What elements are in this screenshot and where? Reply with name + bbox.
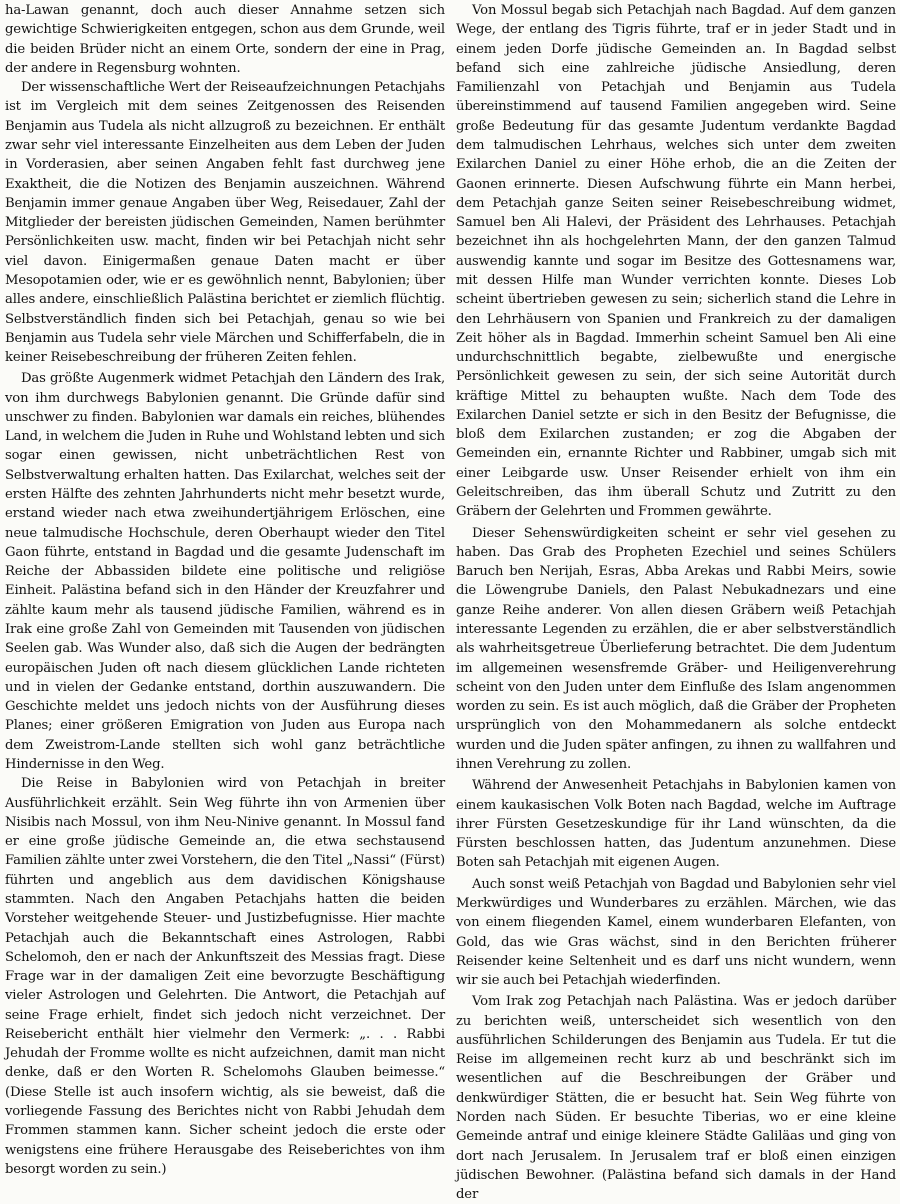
paragraph: Die Reise in Babylonien wird von Petachjah in breiter Ausführlichkeit erzählt. Sein Weg führte ihn von Armenien über Nisibis nach Mossul, von ihm Neu-Ninive genannt. In Mossul fand er eine große jüdische Gemeinde an, die etwa sechstausend Familien zählte unter zwei Vorstehern, die den Titel „Nassi“ (Fürst) führten und angeblich aus dem davidischen Königshause stammten. Nach den Angaben Petachjahs hatten die beiden Vorsteher weitgehende Steuer- und Justizbefugnisse. Hier machte Petachjah auch die Bekanntschaft eines Astrologen, Rabbi Schelomoh, den er nach der Ankunftszeit des Messias fragt. Diese Frage war in der damaligen Zeit eine bevorzugte Beschäftigung vieler Astrologen und Gelehrten. Die Antwort, die Petachjah auf seine Frage erhielt, findet sich jedoch nicht verzeichnet. Der Reisebericht enthält hier vielmehr den Vermerk: „. . . Rabbi Jehudah der Fromme wollte es nicht aufzeichnen, damit man nicht denke, daß er den Worten R. Schelomohs Glauben beimesse.“ (Diese Stelle ist auch insofern wichtig, als sie beweist, daß die vorliegende Fassung des Berichtes nicht von Rabbi Jehudah dem Frommen stammen kann. Sicher scheint jedoch die erste oder wenigstens eine frühere Herausgabe des Reiseberichtes von ihm besorgt worden zu sein.) xyxy=(5,776,445,1177)
paragraph: Von Mossul begab sich Petachjah nach Bagdad. Auf dem ganzen Wege, der entlang des Tigris führte, traf er in jeder Stadt und in einem jeden Dorfe jüdische Gemeinden an. In Bagdad selbst befand sich eine zahlreiche jüdische Ansiedlung, deren Familienzahl von Petachjah und Benjamin aus Tudela übereinstimmend auf tausend Familien angegeben wird. Seine große Bedeutung für das gesamte Judentum verdankte Bagdad dem talmudischen Lehrhaus, welches sich unter dem zweiten Exilarchen Daniel zu einer Höhe erhob, die an die Zeiten der Gaonen erinnerte. Diesen Aufschwung führte ein Mann herbei, dem Petachjah ganze Seiten seiner Reisebeschreibung widmet, Samuel ben Ali Halevi, der Präsident des Lehrhauses. Petachjah bezeichnet ihn als hochgelehrten Mann, der den ganzen Talmud auswendig kannte und sogar im Besitze des Gottesnamens war, mit dessen Hilfe man Wunder verrichten konnte. Dieses Lob scheint übertrieben gewesen zu sein; sicherlich stand die Lehre in den Lehrhäusern von Spanien und Frankreich zu der damaligen Zeit höher als in Bagdad. Immerhin scheint Samuel ben Ali eine undurchschnittlich begabte, zielbewußte und energische Persönlichkeit gewesen zu sein, der sich seine Autorität durch kräftige Mittel zu behaupten wußte. Nach dem Tode des Exilarchen Daniel setzte er sich in den Besitz der Befugnisse, die bloß dem Exilarchen zustanden; er zog die Abgaben der Gemeinden ein, ernannte Richter und Rabbiner, umgab sich mit einer Leibgarde usw. Unser Reisender erhielt von ihm ein Geleitschreiben, das ihm überall Schutz und Zutritt zu den Gräbern der Gelehrten und Frommen gewährte. xyxy=(456,3,896,520)
left-column xyxy=(5,1,445,1177)
right-column xyxy=(456,1,896,1203)
paragraph: Dieser Sehenswürdigkeiten scheint er sehr viel gesehen zu haben. Das Grab des Propheten Ezechiel und seines Schülers Baruch ben Nerijah, Esras, Abba Arekas und Rabbi Meirs, sowie die Löwengrube Daniels, den Palast Nebukadnezars und eine ganze Reihe anderer. Von allen diesen Gräbern weiß Petachjah interessante Legenden zu erzählen, die er aber selbstverständlich als wahrheitsgetreue Überlieferung betrachtet. Die dem Judentum im allgemeinen wesensfremde Gräber- und Heiligenverehrung scheint von den Juden unter dem Einfluße des Islam angenommen worden zu sein. Es ist auch möglich, daß die Gräber der Propheten ursprünglich von den Mohammedanern als solche entdeckt wurden und die Juden später anfingen, zu ihnen zu wallfahren und ihnen Verehrung zu zollen. xyxy=(456,525,896,772)
paragraph: ha-Lawan genannt, doch auch dieser Annahme setzen sich gewichtige Schwierigkeiten entgegen, schon aus dem Grunde, weil die beiden Brüder nicht an einem Orte, sondern der eine in Prag, der andere in Regensburg wohnten. xyxy=(5,3,445,76)
paragraph: Auch sonst weiß Petachjah von Bagdad und Babylonien sehr viel Merkwürdiges und Wunderbares zu erzählen. Märchen, wie das von einem fliegenden Kamel, einem wunderbaren Elefanten, von Gold, das wie Gras wächst, sind in den Berichten früherer Reisender keine Seltenheit und es darf uns nicht wundern, wenn wir sie auch bei Petachjah wiederfinden. xyxy=(456,876,896,989)
paragraph: Der wissenschaftliche Wert der Reiseaufzeichnungen Petachjahs ist im Vergleich mit dem seines Zeitgenossen des Reisenden Benjamin aus Tudela als nicht allzugroß zu bezeichnen. Er enthält zwar sehr viel interessante Einzelheiten aus dem Leben der Juden in Vorderasien, aber seinen Angaben fehlt fast durchweg jene Exaktheit, die die Notizen des Benjamin auszeichnen. Während Benjamin immer genaue Angaben über Weg, Reisedauer, Zahl der Mitglieder der bereisten jüdischen Gemeinden, Namen berühmter Persönlichkeiten usw. macht, finden wir bei Petachjah nicht sehr viel davon. Einigermaßen genaue Daten macht er über Mesopotamien oder, wie er es gewöhnlich nennt, Babylonien; über alles andere, einschließlich Palästina berichtet er ziemlich flüchtig. Selbstverständlich finden sich bei Petachjah, genau so wie bei Benjamin aus Tudela sehr viele Märchen und Schifferfabeln, die in keiner Reisebeschreibung der früheren Zeiten fehlen. xyxy=(5,80,445,366)
paragraph: Vom Irak zog Petachjah nach Palästina. Was er jedoch darüber zu berichten weiß, unterscheidet sich wesentlich von den ausführlichen Schilderungen des Benjamin aus Tudela. Er tut die Reise im allgemeinen recht kurz ab und beschränkt sich im wesentlichen auf die Beschreibungen der Gräber und denkwürdiger Stätten, die er besucht hat. Sein Weg führte von Norden nach Süden. Er besuchte Tiberias, wo er eine kleine Gemeinde antraf und einige kleinere Städte Galiläas und ging von dort nach Jerusalem. In Jerusalem traf er bloß einen einzigen jüdischen Bewohner. (Palästina befand sich damals in der Hand der xyxy=(456,994,896,1203)
paragraph: Während der Anwesenheit Petachjahs in Babylonien kamen von einem kaukasischen Volk Boten nach Bagdad, welche im Auftrage ihrer Fürsten Gesetzeskundige für ihr Land wünschten, da die Fürsten beschlossen hatten, das Judentum anzunehmen. Diese Boten sah Petachjah mit eigenen Augen. xyxy=(456,778,896,871)
paragraph: Das größte Augenmerk widmet Petachjah den Ländern des Irak, von ihm durchwegs Babylonien genannt. Die Gründe dafür sind unschwer zu finden. Babylonien war damals ein reiches, blühendes Land, in welchem die Juden in Ruhe und Wohlstand lebten und sich sogar einen gewissen, nicht unbeträchtlichen Rest von Selbstverwaltung erhalten hatten. Das Exilarchat, welches seit der ersten Hälfte des zehnten Jahrhunderts nicht mehr besetzt wurde, erstand wieder nach etwa zweihundertjährigem Erlöschen, eine neue talmudische Hochschule, deren Oberhaupt wieder den Titel Gaon führte, entstand in Bagdad und die gesamte Judenschaft im Reiche der Abbassiden bildete eine politische und religiöse Einheit. Palästina befand sich in den Händer der Kreuzfahrer und zählte kaum mehr als tausend jüdische Familien, während es in Irak eine große Zahl von Gemeinden mit Tausenden von jüdischen Seelen gab. Was Wunder also, daß sich die Augen der bedrängten europäischen Juden oft nach diesem glücklichen Lande richteten und in vielen der Gedanke entstand, dorthin auszuwandern. Die Geschichte meldet uns jedoch nichts von der Ausführung dieses Planes; einer größeren Emigration von Juden aus Europa nach dem Zweistrom-Lande stellten sich wohl ganz beträchtliche Hindernisse in den Weg. xyxy=(5,371,445,772)
